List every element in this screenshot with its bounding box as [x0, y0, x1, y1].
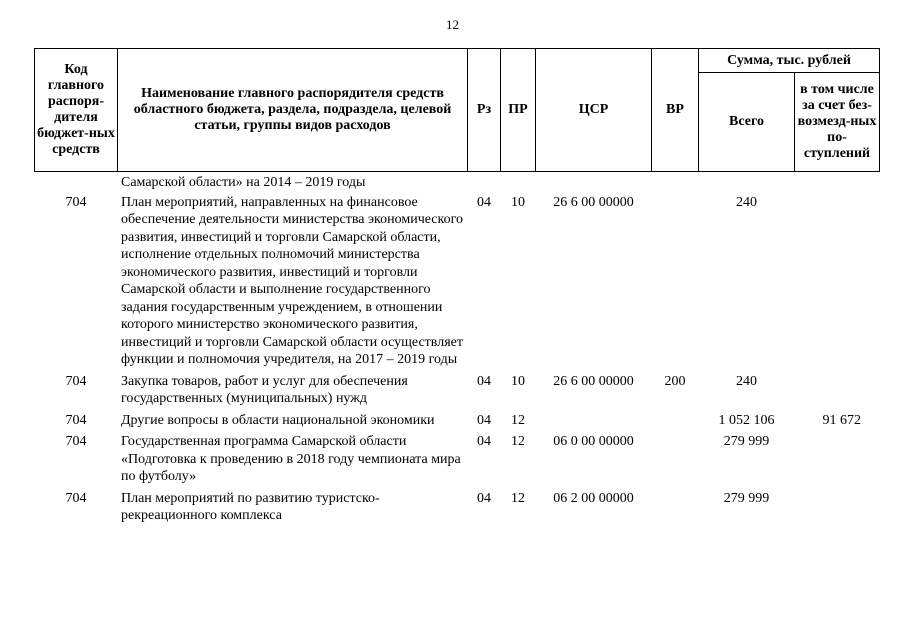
cell-rz: 04: [477, 490, 491, 506]
table-row: [35, 174, 880, 192]
cell-csr: [536, 174, 652, 192]
cell-vr: [652, 192, 699, 371]
header-name: Наименование главного распорядителя средств областного бюджета, раздела, подраздела, целевой статьи, группы видов расходов: [118, 49, 468, 172]
cell-total: 1 052 106: [718, 412, 775, 428]
cell-pr: 12: [511, 412, 525, 428]
cell-incl: [795, 431, 880, 488]
cell-name: Закупка товаров, работ и услуг для обеспечения государственных (муниципальных) нужд: [121, 373, 408, 406]
cell-pr: 10: [511, 194, 525, 210]
cell-incl: [795, 371, 880, 410]
cell-rz: 04: [477, 194, 491, 210]
cell-total: [699, 174, 795, 192]
header-rz: Рз: [468, 49, 501, 172]
cell-pr: 10: [511, 373, 525, 389]
cell-vr: [652, 431, 699, 488]
header-sum: Сумма, тыс. рублей: [699, 49, 880, 73]
cell-name: Самарской области» на 2014 – 2019 годы: [121, 175, 366, 190]
cell-incl: 91 672: [822, 412, 861, 428]
cell-csr: 26 6 00 00000: [553, 194, 634, 210]
cell-code: 704: [65, 434, 87, 449]
cell-rz: 04: [477, 434, 491, 449]
cell-vr: [652, 488, 699, 527]
cell-total: 240: [736, 373, 757, 389]
table-row: [35, 192, 880, 371]
budget-table: [34, 48, 880, 527]
table-row: [35, 410, 880, 432]
header-pr: ПР: [501, 49, 536, 172]
header-csr: ЦСР: [536, 49, 652, 172]
cell-name: Государственная программа Самарской области «Подготовка к проведению в 2018 году чемпионата мира по футболу»: [121, 434, 461, 484]
cell-csr: [536, 410, 652, 432]
cell-code: 704: [65, 194, 87, 210]
cell-incl: [795, 192, 880, 371]
cell-incl: [795, 488, 880, 527]
cell-pr: [501, 174, 536, 192]
cell-name: План мероприятий, направленных на финансовое обеспечение деятельности министерства экономического развития, инвестиций и торговли Самарской области, исполнение отдельных полномочий министерства экономического развития, инвестиций и торговли Самарской области и выполнение государственного задания государственным учреждением, в отношении которого министерство экономического развития, инвестиций и торговли Самарской области осуществляет функции и полномочия учредителя, на 2017 – 2019 годы: [121, 194, 464, 367]
cell-name: План мероприятий по развитию туристско-рекреационного комплекса: [121, 490, 380, 523]
header-total: Всего: [699, 73, 795, 172]
cell-total: 279 999: [723, 490, 770, 506]
cell-rz: 04: [477, 412, 491, 428]
page-number: 12: [446, 17, 459, 32]
cell-pr: 12: [511, 434, 525, 449]
cell-total: 240: [736, 194, 757, 210]
cell-pr: 12: [511, 490, 525, 506]
cell-code: [35, 174, 118, 192]
cell-rz: [468, 174, 501, 192]
header-code: Код главного распоря-дителя бюджет-ных средств: [35, 49, 118, 172]
cell-code: 704: [65, 373, 87, 389]
cell-rz: 04: [477, 373, 491, 389]
cell-code: 704: [65, 412, 87, 428]
cell-name: Другие вопросы в области национальной экономики: [121, 412, 435, 428]
cell-vr: 200: [664, 373, 686, 389]
header-vr: ВР: [652, 49, 699, 172]
cell-vr: [652, 174, 699, 192]
cell-code: 704: [65, 490, 87, 506]
cell-incl: [795, 174, 880, 192]
cell-total: 279 999: [723, 434, 770, 449]
table-row: [35, 488, 880, 527]
cell-csr: 06 2 00 00000: [553, 490, 634, 506]
cell-csr: 06 0 00 00000: [553, 434, 634, 449]
table-row: [35, 431, 880, 488]
header-incl: в том числе за счет без-возмезд-ных по-ступлений: [795, 73, 880, 172]
table-row: [35, 371, 880, 410]
cell-vr: [652, 410, 699, 432]
cell-csr: 26 6 00 00000: [553, 373, 634, 389]
